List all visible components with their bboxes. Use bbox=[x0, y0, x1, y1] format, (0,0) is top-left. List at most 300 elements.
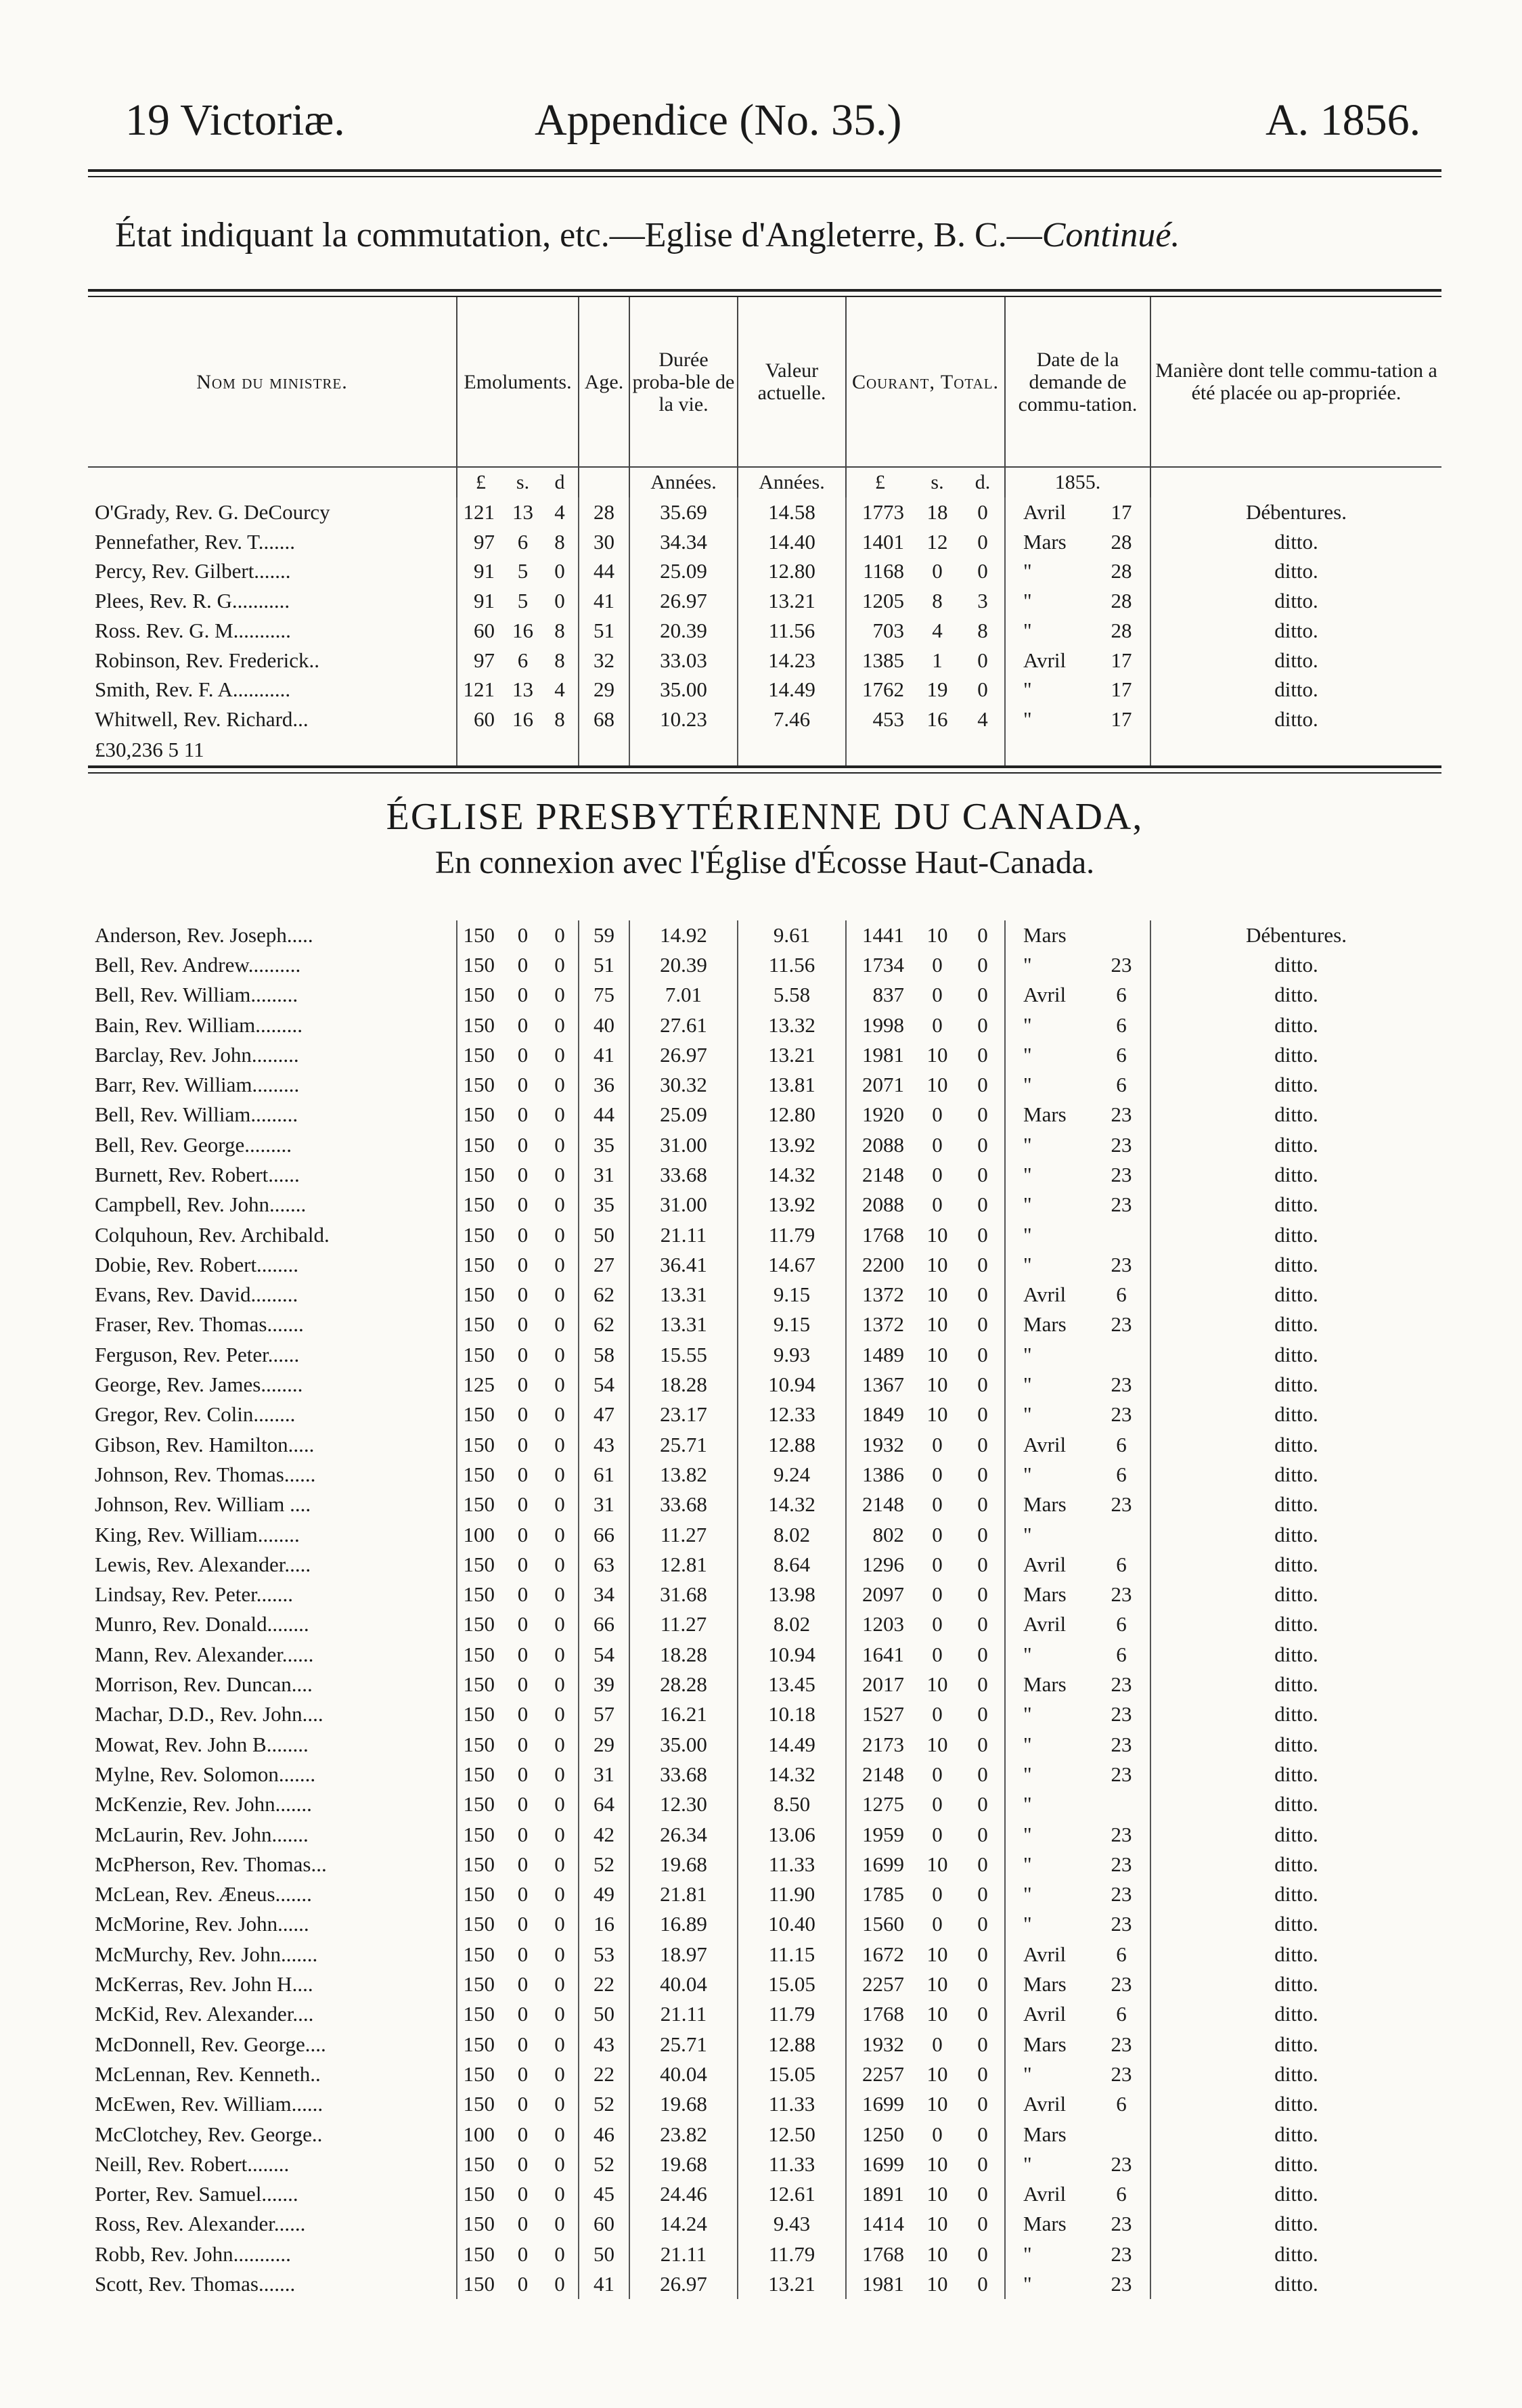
total-shillings: 10 bbox=[926, 1312, 948, 1337]
age: 32 bbox=[579, 646, 629, 675]
minister-name: O'Grady, Rev. G. DeCourcy bbox=[95, 500, 330, 524]
date-day: 23 bbox=[1111, 1702, 1132, 1726]
total-pounds: 2088 bbox=[846, 1130, 914, 1160]
emol-shillings: 0 bbox=[517, 1942, 529, 1966]
age: 41 bbox=[579, 1040, 629, 1070]
total-shillings: 10 bbox=[926, 1852, 948, 1876]
table-row bbox=[88, 1520, 1441, 1550]
table-row bbox=[88, 1640, 1441, 1670]
total-empty bbox=[1150, 734, 1441, 765]
age: 16 bbox=[579, 1909, 629, 1939]
duree-vie: 16.21 bbox=[629, 1699, 738, 1729]
total-pence: 0 bbox=[977, 1163, 988, 1186]
total-pounds: 1296 bbox=[846, 1550, 914, 1580]
age: 43 bbox=[579, 2030, 629, 2059]
total-pounds: 1672 bbox=[846, 1940, 914, 1969]
valeur-actuelle: 14.49 bbox=[738, 1730, 846, 1760]
emol-pounds: 150 bbox=[457, 2059, 504, 2089]
date-month: " bbox=[1005, 1640, 1093, 1670]
total-pence: 0 bbox=[977, 1432, 988, 1456]
minister-name: Machar, D.D., Rev. John.... bbox=[95, 1702, 323, 1726]
unit-annees-valeur: Années. bbox=[738, 467, 846, 497]
total-shillings: 0 bbox=[932, 952, 943, 977]
table-row bbox=[88, 1190, 1441, 1220]
emol-pounds: 100 bbox=[457, 2120, 504, 2149]
col-emoluments-header: Emoluments. bbox=[457, 297, 579, 467]
emol-pounds: 97 bbox=[457, 527, 504, 557]
emol-pence: 8 bbox=[554, 529, 565, 554]
table-row bbox=[88, 1280, 1441, 1310]
emol-shillings: 6 bbox=[517, 648, 529, 672]
duree-vie: 21.11 bbox=[629, 1220, 738, 1250]
total-pounds: 1372 bbox=[846, 1280, 914, 1310]
date-month: Avril bbox=[1005, 1609, 1093, 1639]
emol-pence: 0 bbox=[554, 1492, 565, 1517]
total-empty bbox=[579, 734, 629, 765]
duree-vie: 19.68 bbox=[629, 2089, 738, 2119]
total-pounds: 1932 bbox=[846, 2030, 914, 2059]
emol-shillings: 0 bbox=[517, 1132, 529, 1157]
date-month: " bbox=[1005, 1160, 1093, 1190]
maniere: ditto. bbox=[1150, 1789, 1441, 1819]
date-day: 6 bbox=[1116, 1073, 1127, 1097]
valeur-actuelle: 15.05 bbox=[738, 2059, 846, 2089]
emol-pence: 8 bbox=[554, 618, 565, 642]
date-day: 23 bbox=[1111, 1373, 1132, 1397]
date-day: 23 bbox=[1111, 2212, 1132, 2236]
total-pence: 0 bbox=[977, 1642, 988, 1666]
date-month: Avril bbox=[1005, 980, 1093, 1010]
maniere: ditto. bbox=[1150, 2089, 1441, 2119]
table-row bbox=[88, 1699, 1441, 1729]
emol-pounds: 150 bbox=[457, 2149, 504, 2179]
date-day: 28 bbox=[1111, 559, 1132, 583]
date-month: Mars bbox=[1005, 2030, 1093, 2059]
date-month: Avril bbox=[1005, 2179, 1093, 2209]
valeur-actuelle: 12.50 bbox=[738, 2120, 846, 2149]
date-day: 6 bbox=[1116, 1942, 1127, 1966]
duree-vie: 33.68 bbox=[629, 1760, 738, 1789]
total-shillings: 10 bbox=[926, 1732, 948, 1756]
date-day: 23 bbox=[1111, 1402, 1132, 1427]
valeur-actuelle: 11.33 bbox=[738, 2149, 846, 2179]
running-header bbox=[88, 95, 1441, 169]
header-rule bbox=[88, 169, 1441, 177]
maniere: ditto. bbox=[1150, 1250, 1441, 1280]
valeur-actuelle: 12.80 bbox=[738, 1100, 846, 1130]
emol-shillings: 0 bbox=[517, 1283, 529, 1307]
emol-shillings: 0 bbox=[517, 2182, 529, 2206]
maniere: ditto. bbox=[1150, 1340, 1441, 1370]
date-day: 23 bbox=[1111, 1132, 1132, 1157]
table-row bbox=[88, 1879, 1441, 1909]
age: 75 bbox=[579, 980, 629, 1010]
minister-name: McLaurin, Rev. John....... bbox=[95, 1822, 309, 1846]
valeur-actuelle: 15.05 bbox=[738, 1969, 846, 1999]
minister-name: Evans, Rev. David......... bbox=[95, 1283, 298, 1307]
emol-pounds: 125 bbox=[457, 1370, 504, 1400]
date-day: 23 bbox=[1111, 1822, 1132, 1846]
table-row bbox=[88, 497, 1441, 527]
duree-vie: 31.00 bbox=[629, 1190, 738, 1220]
emol-pounds: 150 bbox=[457, 1699, 504, 1729]
minister-name: Anderson, Rev. Joseph..... bbox=[95, 922, 313, 947]
date-day: 23 bbox=[1111, 1582, 1132, 1607]
total-pence: 0 bbox=[977, 922, 988, 947]
duree-vie: 25.09 bbox=[629, 1100, 738, 1130]
units-blank bbox=[88, 467, 457, 497]
table-row bbox=[88, 1609, 1441, 1639]
total-shillings: 0 bbox=[932, 1912, 943, 1936]
date-day: 23 bbox=[1111, 1732, 1132, 1756]
total-pence: 0 bbox=[977, 1222, 988, 1247]
table-row bbox=[88, 1670, 1441, 1699]
statement-title-text: État indiquant la commutation, etc.—Eglise d'Angleterre, B. C.— bbox=[115, 216, 1042, 254]
age: 50 bbox=[579, 1220, 629, 1250]
date-day: 6 bbox=[1116, 1042, 1127, 1067]
duree-vie: 10.23 bbox=[629, 705, 738, 734]
valeur-actuelle: 11.56 bbox=[738, 950, 846, 980]
total-shillings: 0 bbox=[932, 1192, 943, 1217]
duree-vie: 15.55 bbox=[629, 1340, 738, 1370]
emol-pounds: 150 bbox=[457, 1070, 504, 1100]
age: 66 bbox=[579, 1520, 629, 1550]
maniere: ditto. bbox=[1150, 1460, 1441, 1490]
date-month: " bbox=[1005, 1010, 1093, 1040]
total-pounds: 2173 bbox=[846, 1730, 914, 1760]
total-pounds: 1734 bbox=[846, 950, 914, 980]
valeur-actuelle: 10.18 bbox=[738, 1699, 846, 1729]
valeur-actuelle: 11.15 bbox=[738, 1940, 846, 1969]
duree-vie: 21.11 bbox=[629, 1999, 738, 2029]
valeur-actuelle: 13.98 bbox=[738, 1580, 846, 1609]
date-day: 23 bbox=[1111, 2151, 1132, 2176]
age: 54 bbox=[579, 1370, 629, 1400]
total-pence: 0 bbox=[977, 1582, 988, 1607]
total-empty bbox=[457, 734, 579, 765]
emol-pence: 0 bbox=[554, 1042, 565, 1067]
table-row bbox=[88, 1550, 1441, 1580]
minister-name: Munro, Rev. Donald........ bbox=[95, 1612, 309, 1636]
total-shillings: 10 bbox=[926, 1942, 948, 1966]
minister-name: Barr, Rev. William......... bbox=[95, 1073, 300, 1097]
emol-pence: 0 bbox=[554, 1073, 565, 1097]
emol-pounds: 121 bbox=[457, 675, 504, 705]
emol-pence: 0 bbox=[554, 983, 565, 1007]
age: 53 bbox=[579, 1940, 629, 1969]
total-shillings: 10 bbox=[926, 1672, 948, 1697]
duree-vie: 16.89 bbox=[629, 1909, 738, 1939]
date-month: " bbox=[1005, 1520, 1093, 1550]
age: 30 bbox=[579, 527, 629, 557]
minister-name: Burnett, Rev. Robert...... bbox=[95, 1163, 300, 1186]
duree-vie: 13.82 bbox=[629, 1460, 738, 1490]
total-shillings: 10 bbox=[926, 2271, 948, 2296]
maniere: ditto. bbox=[1150, 1520, 1441, 1550]
minister-name: Bell, Rev. William......... bbox=[95, 983, 298, 1007]
section-title: ÉGLISE PRESBYTÉRIENNE DU CANADA, bbox=[386, 795, 1144, 838]
date-month: Mars bbox=[1005, 1310, 1093, 1339]
presbyterian-rows bbox=[88, 920, 1441, 2300]
maniere: ditto. bbox=[1150, 2149, 1441, 2179]
emol-pence: 0 bbox=[554, 1822, 565, 1846]
emol-pounds: 150 bbox=[457, 1909, 504, 1939]
table-row bbox=[88, 646, 1441, 675]
table-row bbox=[88, 1969, 1441, 1999]
duree-vie: 12.81 bbox=[629, 1550, 738, 1580]
maniere: ditto. bbox=[1150, 1280, 1441, 1310]
statement-title bbox=[115, 215, 1441, 255]
table-row bbox=[88, 2179, 1441, 2209]
unit-pounds: £ bbox=[457, 467, 504, 497]
total-pounds: 1489 bbox=[846, 1340, 914, 1370]
date-month: Mars bbox=[1005, 2120, 1093, 2149]
total-pounds: 2097 bbox=[846, 1580, 914, 1609]
table-row bbox=[88, 2209, 1441, 2239]
duree-vie: 34.34 bbox=[629, 527, 738, 557]
section-subtitle: En connexion avec l'Église d'Écosse Haut-Canada. bbox=[434, 844, 1095, 880]
age: 35 bbox=[579, 1130, 629, 1160]
unit-cshillings: s. bbox=[914, 467, 961, 497]
minister-name: Fraser, Rev. Thomas....... bbox=[95, 1312, 304, 1337]
duree-vie: 30.32 bbox=[629, 1070, 738, 1100]
minister-name: Morrison, Rev. Duncan.... bbox=[95, 1672, 313, 1697]
date-day: 23 bbox=[1111, 1672, 1132, 1697]
maniere: ditto. bbox=[1150, 586, 1441, 616]
emol-shillings: 0 bbox=[517, 1792, 529, 1816]
date-day bbox=[1093, 1220, 1150, 1250]
maniere: ditto. bbox=[1150, 2179, 1441, 2209]
total-pounds: 1998 bbox=[846, 1010, 914, 1040]
date-month: " bbox=[1005, 1820, 1093, 1850]
table-row bbox=[88, 1850, 1441, 1879]
age: 41 bbox=[579, 2269, 629, 2299]
date-day: 17 bbox=[1111, 648, 1132, 672]
valeur-actuelle: 13.92 bbox=[738, 1190, 846, 1220]
col-name-header bbox=[88, 297, 457, 467]
total-shillings: 10 bbox=[926, 1283, 948, 1307]
date-month: " bbox=[1005, 616, 1093, 646]
date-month: " bbox=[1005, 1220, 1093, 1250]
emol-pence: 0 bbox=[554, 952, 565, 977]
total-pence: 0 bbox=[977, 1852, 988, 1876]
emol-pounds: 150 bbox=[457, 1220, 504, 1250]
valeur-actuelle: 13.92 bbox=[738, 1130, 846, 1160]
duree-vie: 40.04 bbox=[629, 2059, 738, 2089]
total-shillings: 0 bbox=[932, 1552, 943, 1576]
england-table bbox=[88, 497, 1441, 765]
date-day: 23 bbox=[1111, 1882, 1132, 1907]
date-day bbox=[1093, 920, 1150, 950]
minister-name: Plees, Rev. R. G........... bbox=[95, 589, 290, 613]
maniere: ditto. bbox=[1150, 1550, 1441, 1580]
date-day: 6 bbox=[1116, 1642, 1127, 1666]
table-row bbox=[88, 1789, 1441, 1819]
emol-pounds: 150 bbox=[457, 1280, 504, 1310]
col-courant-header bbox=[846, 297, 1005, 467]
minister-name: Lindsay, Rev. Peter....... bbox=[95, 1582, 294, 1607]
header-session: 19 Victoriæ. bbox=[125, 95, 345, 145]
date-month: " bbox=[1005, 556, 1093, 586]
minister-name: Bain, Rev. William......... bbox=[95, 1012, 303, 1037]
valeur-actuelle: 11.79 bbox=[738, 1999, 846, 2029]
valeur-actuelle: 8.02 bbox=[738, 1609, 846, 1639]
age: 36 bbox=[579, 1070, 629, 1100]
emol-pence: 8 bbox=[554, 648, 565, 672]
emol-pence: 0 bbox=[554, 1912, 565, 1936]
total-pounds: 453 bbox=[846, 705, 914, 734]
minister-name: Colquhoun, Rev. Archibald. bbox=[95, 1222, 330, 1247]
emol-pounds: 150 bbox=[457, 2209, 504, 2239]
total-pence: 4 bbox=[977, 707, 988, 731]
date-day: 23 bbox=[1111, 1852, 1132, 1876]
presbyterian-table bbox=[88, 920, 1441, 2300]
valeur-actuelle: 14.40 bbox=[738, 527, 846, 557]
valeur-actuelle: 14.32 bbox=[738, 1760, 846, 1789]
age: 52 bbox=[579, 2149, 629, 2179]
date-month: " bbox=[1005, 1130, 1093, 1160]
total-shillings: 0 bbox=[932, 559, 943, 583]
total-pence: 0 bbox=[977, 1283, 988, 1307]
valeur-actuelle: 10.94 bbox=[738, 1640, 846, 1670]
table-row bbox=[88, 1010, 1441, 1040]
maniere: ditto. bbox=[1150, 1040, 1441, 1070]
age: 61 bbox=[579, 1460, 629, 1490]
date-day: 23 bbox=[1111, 2061, 1132, 2086]
valeur-actuelle: 9.93 bbox=[738, 1340, 846, 1370]
total-shillings: 0 bbox=[932, 1102, 943, 1127]
valeur-actuelle: 12.61 bbox=[738, 2179, 846, 2209]
duree-vie: 13.31 bbox=[629, 1310, 738, 1339]
emol-pounds: 150 bbox=[457, 2179, 504, 2209]
duree-vie: 26.97 bbox=[629, 586, 738, 616]
table-row bbox=[88, 2120, 1441, 2149]
maniere: ditto. bbox=[1150, 1070, 1441, 1100]
emol-pounds: 150 bbox=[457, 1310, 504, 1339]
age: 50 bbox=[579, 1999, 629, 2029]
duree-vie: 26.97 bbox=[629, 1040, 738, 1070]
emol-pounds: 60 bbox=[457, 616, 504, 646]
minister-name: Ross, Rev. Alexander...... bbox=[95, 2212, 306, 2236]
emol-shillings: 0 bbox=[517, 2271, 529, 2296]
minister-name: Bell, Rev. William......... bbox=[95, 1102, 298, 1127]
emol-shillings: 0 bbox=[517, 2151, 529, 2176]
emol-pence: 8 bbox=[554, 707, 565, 731]
emol-pounds: 150 bbox=[457, 1670, 504, 1699]
document-page bbox=[88, 95, 1441, 2299]
total-pence: 0 bbox=[977, 2212, 988, 2236]
emol-shillings: 0 bbox=[517, 1222, 529, 1247]
total-pounds: 1981 bbox=[846, 1040, 914, 1070]
table-row bbox=[88, 950, 1441, 980]
date-day: 6 bbox=[1116, 1012, 1127, 1037]
valeur-actuelle: 14.58 bbox=[738, 497, 846, 527]
maniere: ditto. bbox=[1150, 556, 1441, 586]
valeur-actuelle: 14.32 bbox=[738, 1490, 846, 1519]
duree-vie: 40.04 bbox=[629, 1969, 738, 1999]
england-rows bbox=[88, 497, 1441, 734]
date-day: 23 bbox=[1111, 1163, 1132, 1186]
valeur-actuelle: 8.02 bbox=[738, 1520, 846, 1550]
emol-shillings: 0 bbox=[517, 2032, 529, 2056]
emol-pounds: 150 bbox=[457, 1010, 504, 1040]
minister-name: Campbell, Rev. John....... bbox=[95, 1192, 307, 1217]
valeur-actuelle: 13.81 bbox=[738, 1070, 846, 1100]
date-day: 23 bbox=[1111, 2242, 1132, 2266]
date-month: " bbox=[1005, 2239, 1093, 2269]
minister-name: Mann, Rev. Alexander...... bbox=[95, 1642, 314, 1666]
total-pounds: 1699 bbox=[846, 2149, 914, 2179]
emol-pounds: 150 bbox=[457, 1969, 504, 1999]
date-month: Mars bbox=[1005, 1969, 1093, 1999]
emol-pounds: 150 bbox=[457, 1730, 504, 1760]
total-shillings: 10 bbox=[926, 922, 948, 947]
minister-name: McClotchey, Rev. George.. bbox=[95, 2122, 323, 2146]
valeur-actuelle: 9.15 bbox=[738, 1280, 846, 1310]
emol-pounds: 150 bbox=[457, 1040, 504, 1070]
total-pence: 0 bbox=[977, 1792, 988, 1816]
total-shillings: 0 bbox=[932, 1792, 943, 1816]
total-shillings: 0 bbox=[932, 1882, 943, 1907]
minister-name: Dobie, Rev. Robert........ bbox=[95, 1252, 299, 1276]
table-row bbox=[88, 2149, 1441, 2179]
age: 40 bbox=[579, 1010, 629, 1040]
emol-pounds: 150 bbox=[457, 920, 504, 950]
total-shillings: 12 bbox=[926, 529, 948, 554]
total-shillings: 0 bbox=[932, 1132, 943, 1157]
age: 35 bbox=[579, 1190, 629, 1220]
maniere: ditto. bbox=[1150, 1850, 1441, 1879]
date-day: 23 bbox=[1111, 952, 1132, 977]
duree-vie: 33.03 bbox=[629, 646, 738, 675]
date-month: " bbox=[1005, 1850, 1093, 1879]
total-pence: 0 bbox=[977, 2122, 988, 2146]
date-day: 23 bbox=[1111, 1102, 1132, 1127]
maniere: ditto. bbox=[1150, 675, 1441, 705]
total-shillings: 10 bbox=[926, 2061, 948, 2086]
date-month: " bbox=[1005, 586, 1093, 616]
duree-vie: 33.68 bbox=[629, 1160, 738, 1190]
age: 31 bbox=[579, 1490, 629, 1519]
emol-pounds: 150 bbox=[457, 1609, 504, 1639]
total-pounds: 2088 bbox=[846, 1190, 914, 1220]
maniere: ditto. bbox=[1150, 2120, 1441, 2149]
maniere: ditto. bbox=[1150, 1670, 1441, 1699]
table-row bbox=[88, 2239, 1441, 2269]
minister-name: Bell, Rev. George......... bbox=[95, 1132, 292, 1157]
total-pounds: 1168 bbox=[846, 556, 914, 586]
age: 68 bbox=[579, 705, 629, 734]
emol-shillings: 6 bbox=[517, 529, 529, 554]
total-pence: 0 bbox=[977, 1462, 988, 1486]
emol-pounds: 150 bbox=[457, 1400, 504, 1429]
emol-shillings: 0 bbox=[517, 2212, 529, 2236]
age: 41 bbox=[579, 586, 629, 616]
duree-vie: 23.82 bbox=[629, 2120, 738, 2149]
duree-vie: 14.92 bbox=[629, 920, 738, 950]
emol-pence: 0 bbox=[554, 1462, 565, 1486]
total-pence: 0 bbox=[977, 1102, 988, 1127]
total-pence: 8 bbox=[977, 618, 988, 642]
total-pounds: 1560 bbox=[846, 1909, 914, 1939]
total-shillings: 10 bbox=[926, 1402, 948, 1427]
total-pence: 0 bbox=[977, 2061, 988, 2086]
total-pounds: 1959 bbox=[846, 1820, 914, 1850]
table-row bbox=[88, 586, 1441, 616]
emol-pence: 0 bbox=[554, 1552, 565, 1576]
emol-shillings: 0 bbox=[517, 2061, 529, 2086]
date-month: Mars bbox=[1005, 2209, 1093, 2239]
